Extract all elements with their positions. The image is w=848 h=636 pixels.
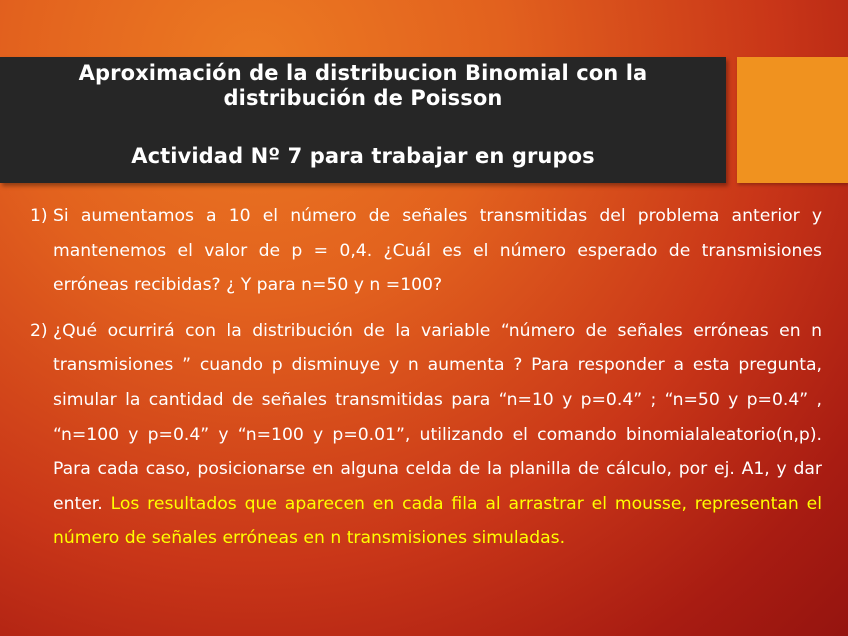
question-2-highlight: Los resultados que aparecen en cada fila al arrastrar el mousse, representan el número de señales erróneas en n transmisiones simuladas. xyxy=(53,493,822,549)
question-1-text: Si aumentamos a 10 el número de señales transmitidas del problema anterior y mantenemos el valor de p = 0,4. ¿Cuál es el número esperado de transmisiones erróneas recibidas? ¿ Y para n=50 y n =100? xyxy=(53,206,822,296)
question-1 xyxy=(30,199,822,303)
activity-subtitle: Actividad Nº 7 para trabajar en grupos xyxy=(131,144,595,168)
title-line-2: distribución de Poisson xyxy=(223,86,503,110)
question-2 xyxy=(30,314,822,556)
accent-box xyxy=(737,57,848,183)
question-2-text: ¿Qué ocurrirá con la distribución de la variable “número de señales erróneas en n transmisiones ” cuando p disminuye y n aumenta ? Para responder a esta pregunta, simular la cantidad de señales transmitidas para “n=10 y p=0.4” ; “n=50 y p=0.4” , “n=100 y p=0.4” y “n=100 y p=0.01”, utilizando el comando binomialaleatorio(n,p). Para cada caso, posicionarse en alguna celda de la planilla de cálculo, por ej. A1, y dar enter. xyxy=(53,320,822,514)
title-line-1: Aproximación de la distribucion Binomial con la xyxy=(78,61,648,85)
question-2-number: 2) xyxy=(30,320,48,341)
activity-content xyxy=(30,199,822,556)
question-1-number: 1) xyxy=(30,206,48,226)
title-box xyxy=(0,57,726,183)
